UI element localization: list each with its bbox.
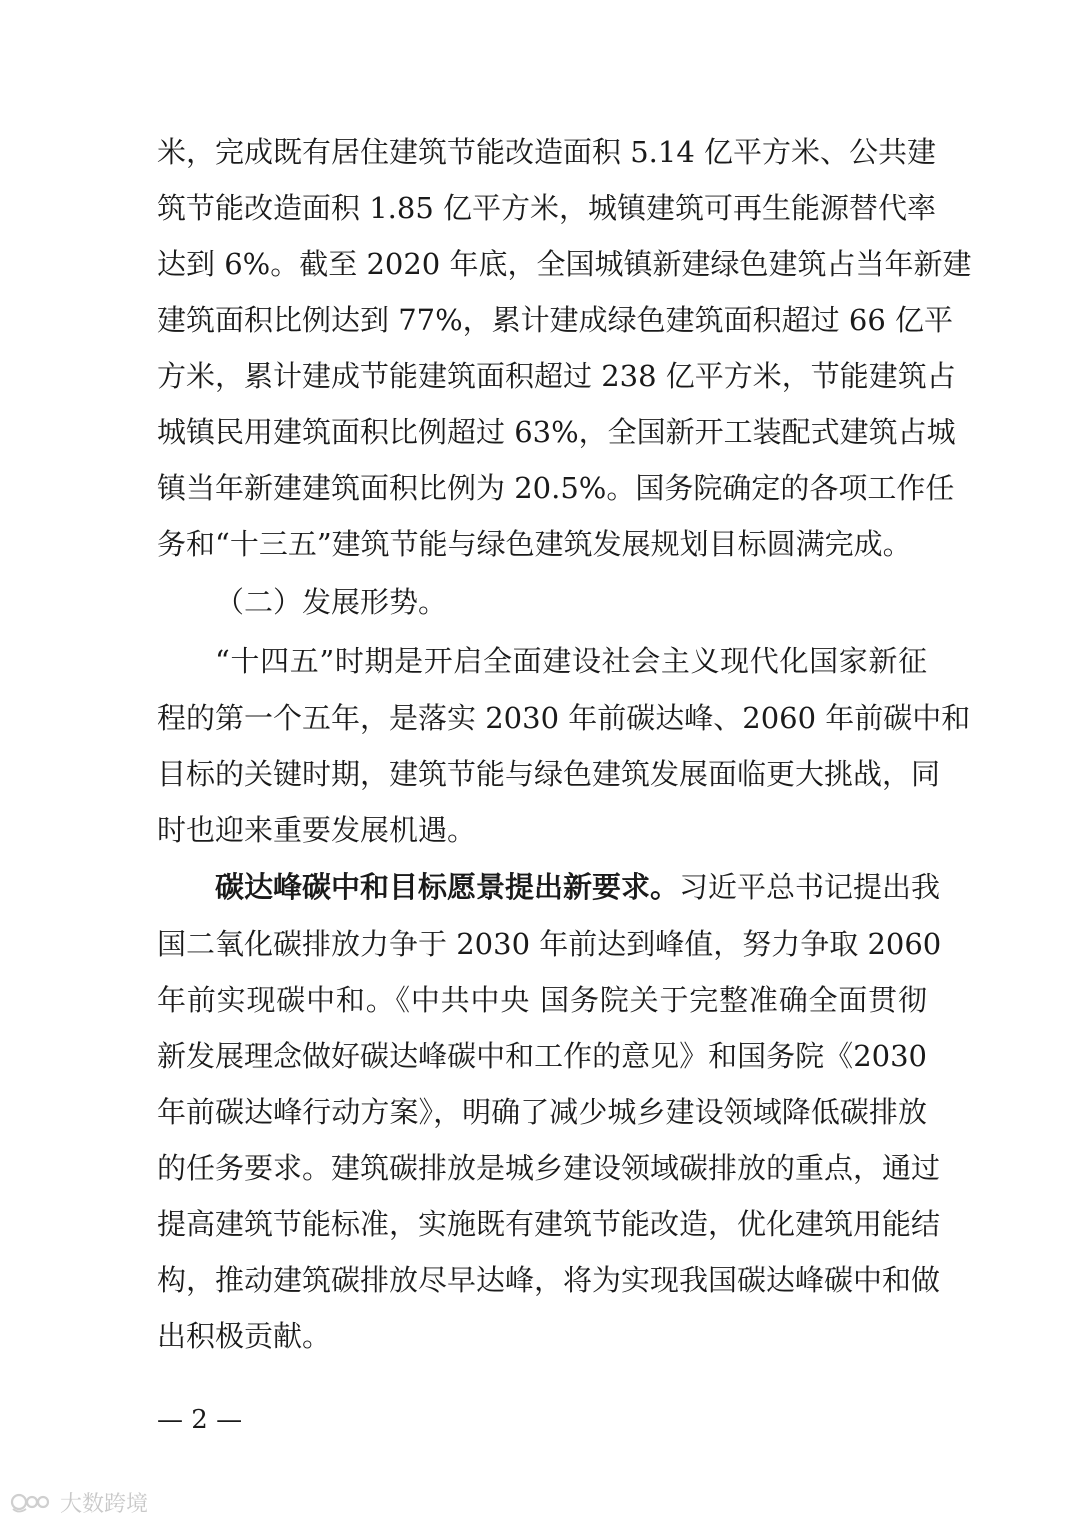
text-line: 程的第一个五年，是落实 2030 年前碳达峰、2060 年前碳中和 — [157, 701, 971, 735]
watermark-logo-icon — [10, 1489, 56, 1515]
text-line: 提高建筑节能标准，实施既有建筑节能改造，优化建筑用能结 — [157, 1207, 941, 1241]
watermark-text: 大数跨境 — [60, 1491, 149, 1517]
text-line: 达到 6%。截至 2020 年底，全国城镇新建绿色建筑占当年新建 — [157, 247, 972, 281]
text-line — [215, 869, 941, 905]
text-line: 城镇民用建筑面积比例超过 63%，全国新开工装配式建筑占城 — [157, 415, 956, 449]
text-line: 务和“十三五”建筑节能与绿色建筑发展规划目标圆满完成。 — [157, 527, 912, 561]
text-line: 镇当年新建建筑面积比例为 20.5%。国务院确定的各项工作任 — [157, 471, 955, 505]
text-line: 新发展理念做好碳达峰碳中和工作的意见》和国务院《2030 — [157, 1039, 927, 1073]
paragraph-lead-bold: 碳达峰碳中和目标愿景提出新要求。 — [215, 870, 680, 904]
text-line: 年前实现碳中和。《中共中央 国务院关于完整准确全面贯彻 — [157, 983, 927, 1017]
text-line: 国二氧化碳排放力争于 2030 年前达到峰值，努力争取 2060 — [157, 927, 942, 961]
paragraph-lead-rest: 习近平总书记提出我 — [679, 870, 941, 904]
text-line: 出积极贡献。 — [157, 1319, 332, 1353]
section-heading: （二）发展形势。 — [215, 585, 448, 619]
text-line: 目标的关键时期，建筑节能与绿色建筑发展面临更大挑战，同 — [157, 757, 941, 791]
text-line: 的任务要求。建筑碳排放是城乡建设领域碳排放的重点，通过 — [157, 1151, 941, 1185]
text-line: 时也迎来重要发展机遇。 — [157, 813, 477, 847]
text-line: 筑节能改造面积 1.85 亿平方米，城镇建筑可再生能源替代率 — [157, 191, 937, 225]
watermark — [10, 1487, 148, 1517]
text-line: 米，完成既有居住建筑节能改造面积 5.14 亿平方米、公共建 — [157, 135, 937, 169]
text-line: 方米，累计建成节能建筑面积超过 238 亿平方米，节能建筑占 — [157, 359, 956, 393]
page-number: — 2 — — [157, 1405, 243, 1435]
text-line: “十四五”时期是开启全面建设社会主义现代化国家新征 — [215, 644, 927, 678]
text-line: 年前碳达峰行动方案》，明确了减少城乡建设领域降低碳排放 — [157, 1095, 927, 1129]
text-line: 建筑面积比例达到 77%，累计建成绿色建筑面积超过 66 亿平 — [157, 303, 954, 337]
text-line: 构，推动建筑碳排放尽早达峰，将为实现我国碳达峰碳中和做 — [157, 1263, 941, 1297]
